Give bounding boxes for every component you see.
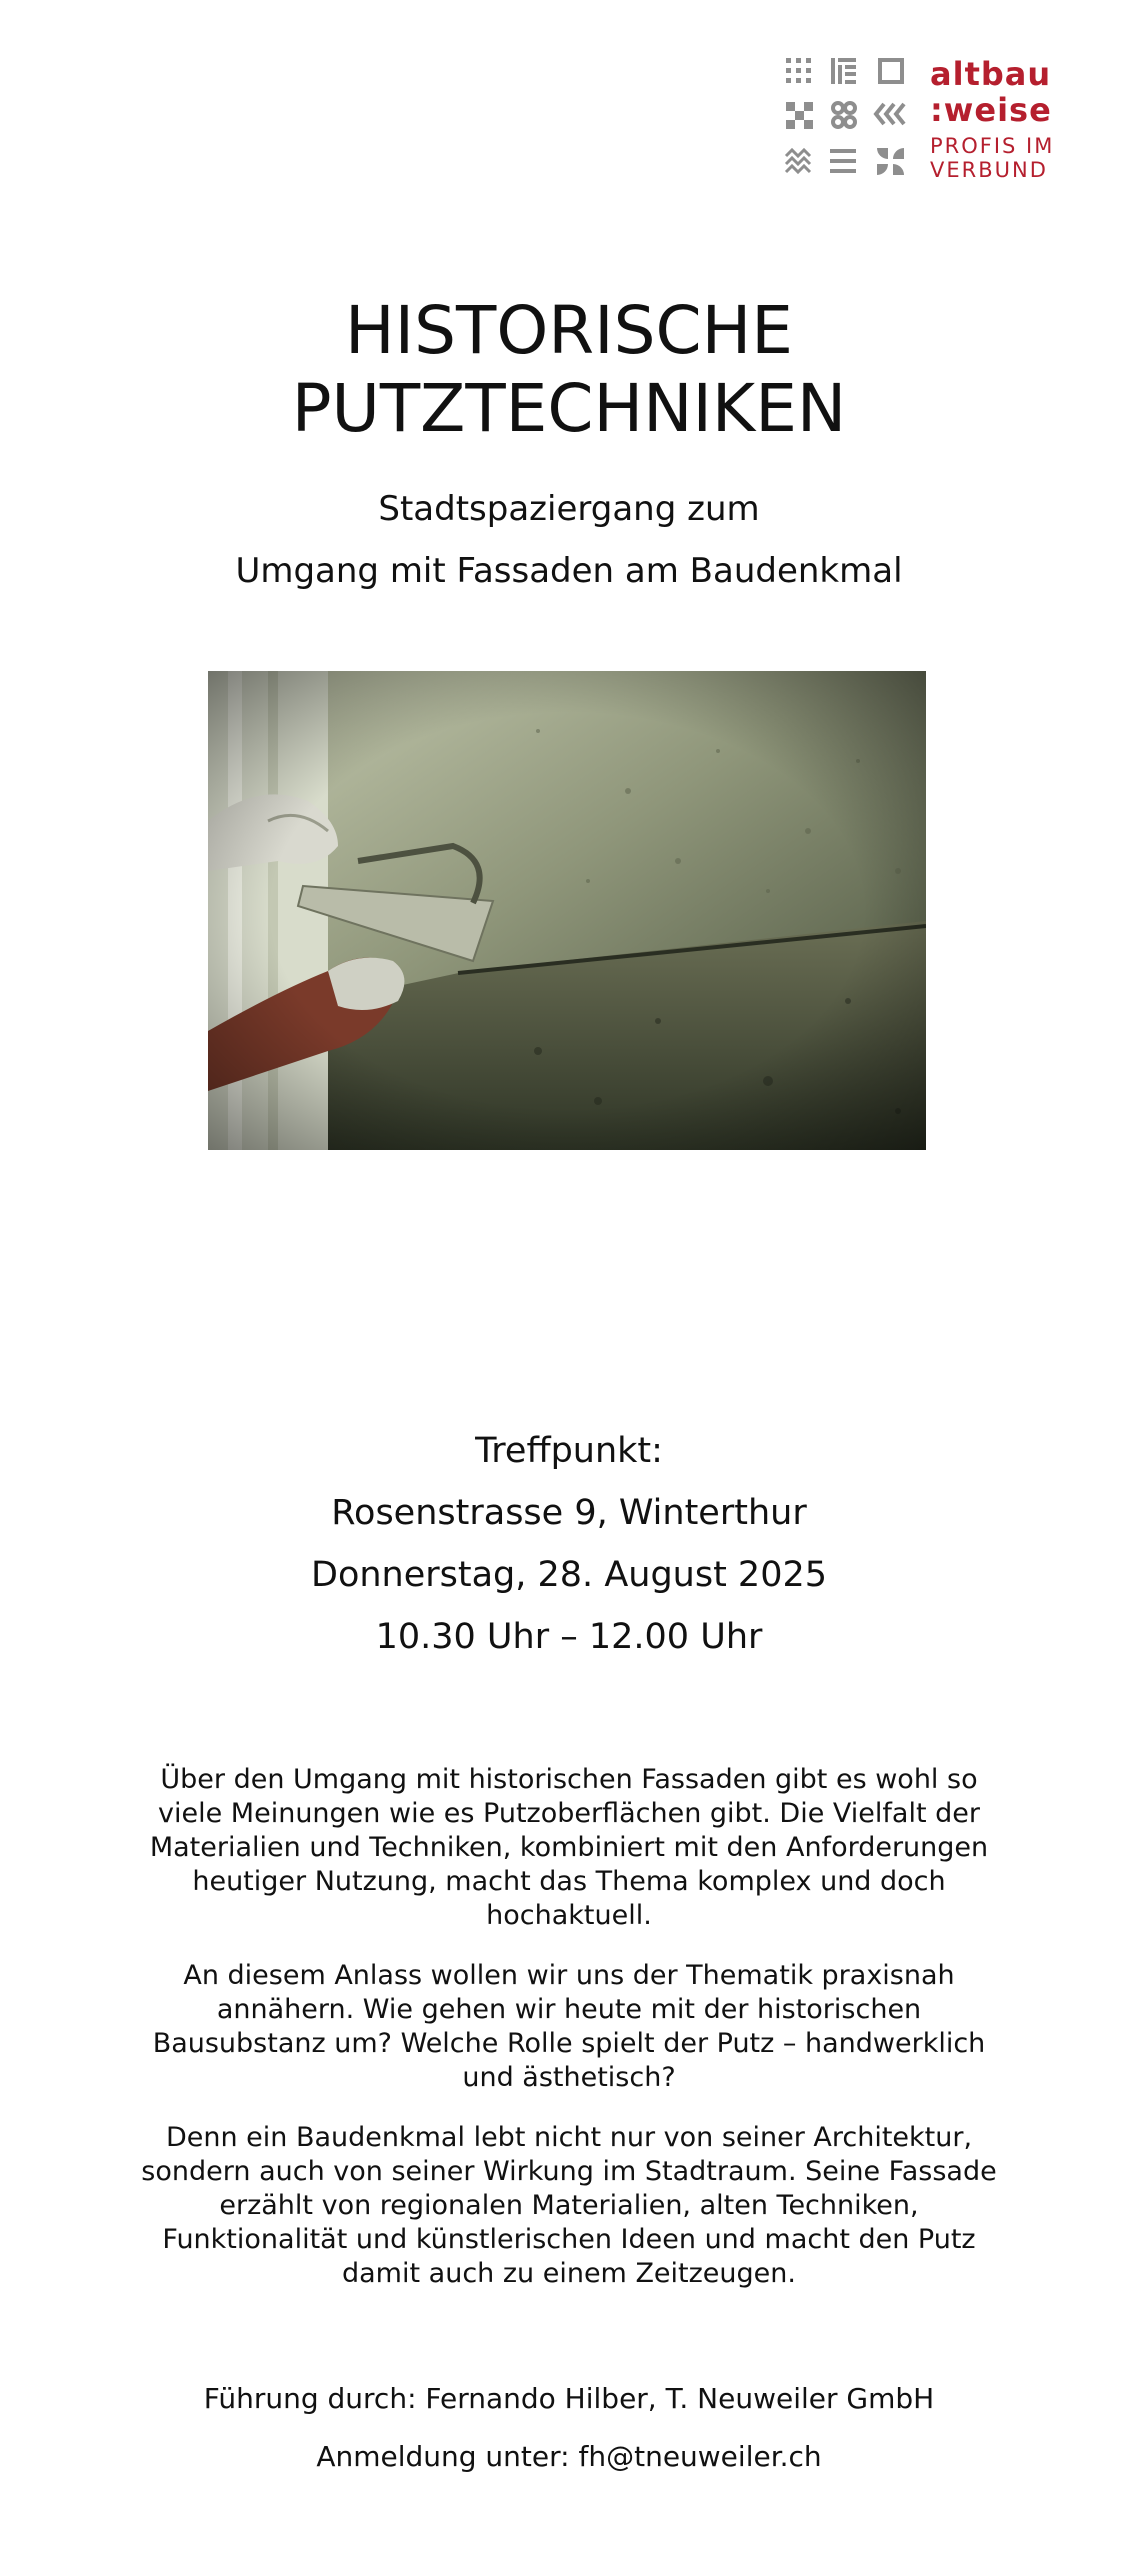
subtitle-line-2: Umgang mit Fassaden am Baudenkmal <box>235 551 903 591</box>
meeting-time: 10.30 Uhr – 12.00 Uhr <box>375 1617 763 1657</box>
logo-tagline-2: VERBUND <box>930 158 1048 182</box>
meeting-label: Treffpunkt: <box>475 1431 663 1471</box>
plastering-photo <box>208 671 926 1150</box>
title-line-1: HISTORISCHE <box>345 292 793 369</box>
meeting-info <box>0 1420 1138 1668</box>
logo-icon-grid <box>784 56 908 180</box>
guide-info: Führung durch: Fernando Hilber, T. Neuweiler GmbH <box>203 2382 935 2415</box>
brick-pattern-icon <box>831 58 856 84</box>
logo-line-1: altbau <box>930 55 1052 93</box>
paragraph-1: Über den Umgang mit historischen Fassaden gibt es wohl so viele Meinungen wie es Putzoberflächen gibt. Die Vielfalt der Materialien und Techniken, kombiniert mit den Anforderungen heutiger Nutzung, macht das Thema komplex und doch hochaktuell. <box>149 1764 989 1931</box>
logo-line-2: :weise <box>930 91 1052 129</box>
logo-wordmark <box>930 56 1054 182</box>
title-line-2: PUTZTECHNIKEN <box>291 370 847 447</box>
checker-icon <box>786 102 813 129</box>
dot-grid-icon <box>786 58 811 83</box>
page-title <box>0 292 1138 448</box>
logo-tagline-1: PROFIS IM <box>930 134 1055 158</box>
chevrons-icon <box>876 104 904 124</box>
page-subtitle <box>0 478 1138 602</box>
circles-icon <box>833 103 855 127</box>
subtitle-line-1: Stadtspaziergang zum <box>378 489 760 529</box>
footer <box>0 2370 1138 2486</box>
herringbone-icon <box>786 150 810 172</box>
paragraph-3: Denn ein Baudenkmal lebt nicht nur von seiner Architektur, sondern auch von seiner Wirkung im Stadtraum. Seine Fassade erzählt von regionalen Materialien, alten Techniken, Funktionalität und künstlerischen Ideen und macht den Putz damit auch zu einem Zeitzeugen. <box>141 2122 997 2289</box>
description <box>130 1763 1008 2317</box>
petals-icon <box>877 148 904 175</box>
meeting-date: Donnerstag, 28. August 2025 <box>311 1555 827 1595</box>
square-outline-icon <box>880 60 902 82</box>
paragraph-2: An diesem Anlass wollen wir uns der Thematik praxisnah annähern. Wie gehen wir heute mit der historischen Bausubstanz um? Welche Rolle spielt der Putz – handwerklich und ästhetisch? <box>152 1960 986 2093</box>
meeting-address: Rosenstrasse 9, Winterthur <box>331 1493 807 1533</box>
lines-icon <box>830 149 856 173</box>
registration-info[interactable]: Anmeldung unter: fh@tneuweiler.ch <box>316 2440 822 2473</box>
